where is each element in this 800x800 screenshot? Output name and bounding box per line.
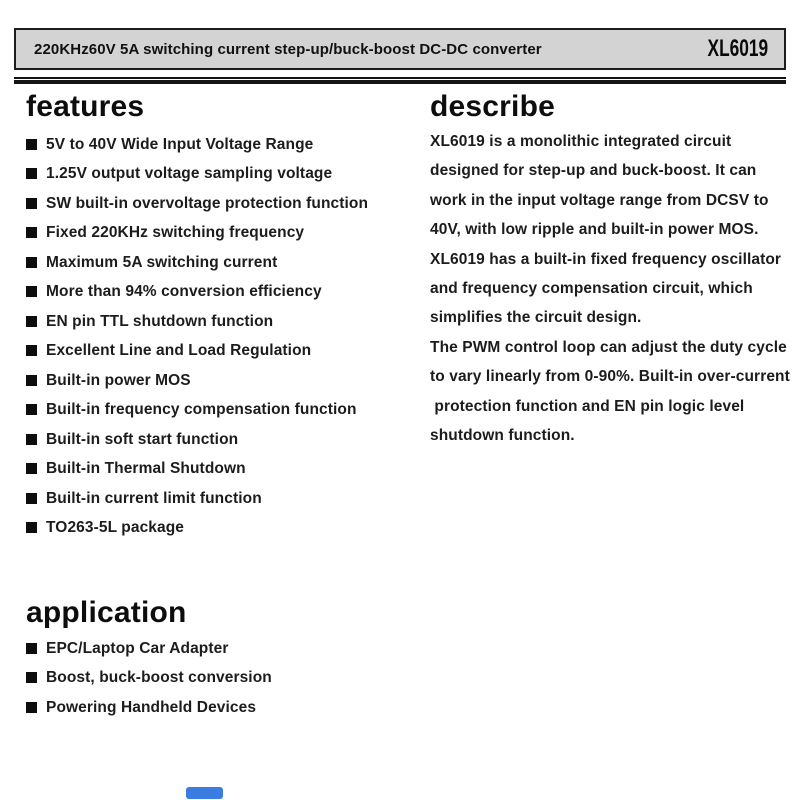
list-item (26, 634, 272, 664)
feature-item-label: Fixed 220KHz switching frequency (46, 224, 305, 242)
square-bullet-icon (26, 257, 37, 268)
describe-line: XL6019 is a monolithic integrated circuit (430, 133, 732, 150)
features-list (26, 130, 368, 543)
feature-item-label: Excellent Line and Load Regulation (46, 342, 312, 360)
feature-item-label: EN pin TTL shutdown function (46, 312, 274, 330)
application-item-label: EPC/Laptop Car Adapter (46, 639, 229, 657)
header-bar (14, 28, 786, 70)
feature-item-label: Built-in soft start function (46, 430, 239, 448)
describe-line: to vary linearly from 0-90%. Built-in over-current (430, 368, 790, 386)
describe-line: 40V, with low ripple and built-in power MOS. (430, 221, 759, 239)
list-item (26, 219, 368, 249)
feature-item-label: Built-in frequency compensation function (46, 401, 357, 419)
application-list (26, 634, 272, 723)
application-item-label: Powering Handheld Devices (46, 698, 257, 716)
describe-line: XL6019 has a built-in fixed frequency oscillator (430, 250, 782, 268)
describe-line: protection function and EN pin logic level (430, 397, 745, 415)
square-bullet-icon (26, 404, 37, 415)
list-item (26, 160, 368, 190)
part-number-logo: XL6019 (707, 35, 768, 62)
list-item (26, 189, 368, 219)
describe-line: designed for step-up and buck-boost. It can (430, 162, 757, 180)
features-heading: features (26, 90, 145, 123)
describe-line: shutdown function. (430, 426, 575, 444)
list-item (26, 337, 368, 367)
list-item (26, 396, 368, 426)
feature-item-label: TO263-5L package (46, 519, 185, 537)
square-bullet-icon (26, 643, 37, 654)
feature-item-label: Maximum 5A switching current (46, 253, 278, 271)
header-title: 220KHz60V 5A switching current step-up/buck-boost DC-DC converter (34, 40, 542, 58)
feature-item-label: More than 94% conversion efficiency (46, 283, 322, 301)
application-heading: application (26, 596, 187, 629)
feature-item-label: 1.25V output voltage sampling voltage (46, 165, 333, 183)
square-bullet-icon (26, 286, 37, 297)
square-bullet-icon (26, 168, 37, 179)
describe-line: work in the input voltage range from DCSV to (430, 191, 769, 209)
describe-line: and frequency compensation circuit, which (430, 279, 753, 297)
describe-line: The PWM control loop can adjust the duty cycle (430, 338, 787, 356)
list-item (26, 425, 368, 455)
list-item (26, 664, 272, 694)
list-item (26, 693, 272, 723)
feature-item-label: SW built-in overvoltage protection function (46, 194, 369, 212)
square-bullet-icon (26, 198, 37, 209)
feature-item-label: Built-in power MOS (46, 371, 191, 389)
square-bullet-icon (26, 227, 37, 238)
square-bullet-icon (26, 139, 37, 150)
feature-item-label: Built-in Thermal Shutdown (46, 460, 246, 478)
feature-item-label: 5V to 40V Wide Input Voltage Range (46, 135, 314, 153)
list-item (26, 366, 368, 396)
square-bullet-icon (26, 375, 37, 386)
feature-item-label: Built-in current limit function (46, 489, 262, 507)
square-bullet-icon (26, 345, 37, 356)
list-item (26, 514, 368, 544)
square-bullet-icon (26, 434, 37, 445)
describe-line: simplifies the circuit design. (430, 309, 642, 327)
square-bullet-icon (26, 463, 37, 474)
header-divider-thin (14, 77, 786, 79)
square-bullet-icon (26, 522, 37, 533)
header-divider-thick (14, 80, 786, 84)
square-bullet-icon (26, 702, 37, 713)
list-item (26, 455, 368, 485)
list-item (26, 307, 368, 337)
list-item (26, 484, 368, 514)
square-bullet-icon (26, 672, 37, 683)
square-bullet-icon (26, 316, 37, 327)
describe-heading: describe (430, 90, 555, 123)
list-item (26, 130, 368, 160)
describe-paragraph (430, 127, 796, 450)
square-bullet-icon (26, 493, 37, 504)
application-item-label: Boost, buck-boost conversion (46, 669, 272, 687)
list-item (26, 248, 368, 278)
list-item (26, 278, 368, 308)
blue-badge (186, 787, 223, 799)
